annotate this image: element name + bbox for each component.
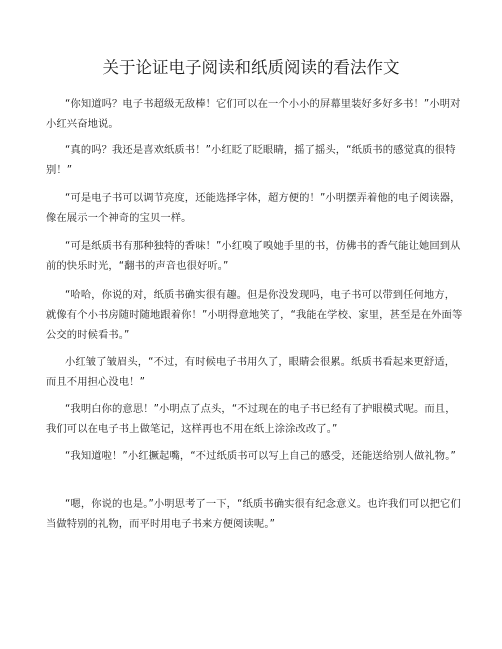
paragraph-1: “你知道吗？电子书超级无敌棒！它们可以在一个小小的屏幕里装好多好多书！”小明对小红兴奋地说。 [46, 98, 461, 130]
paragraph-6: 小红皱了皱眉头，“不过，有时候电子书用久了，眼睛会很累。纸质书看起来更舒适，而且不用担心没电！” [46, 356, 456, 388]
paragraph-4: “可是纸质书有那种独特的香味！”小红嗅了嗅她手里的书，仿佛书的香气能让她回到从前的快乐时光，“翻书的声音也很好听。” [46, 240, 461, 272]
paragraph-2: “真的吗？我还是喜欢纸质书！”小红眨了眨眼睛，摇了摇头，“纸质书的感觉真的很特别！” [46, 144, 456, 176]
paragraph-8: “我知道啦！”小红撅起嘴，“不过纸质书可以写上自己的感受，还能送给别人做礼物。” [65, 450, 456, 462]
paragraph-7: “我明白你的意思！”小明点了点头，“不过现在的电子书已经有了护眼模式呢。而且，我们可以在电子书上做笔记，这样再也不用在纸上涂涂改改了。” [46, 403, 456, 435]
document-title: 关于论证电子阅读和纸质阅读的看法作文 [102, 58, 400, 77]
paragraph-3: “可是电子书可以调节亮度，还能选择字体，超方便的！”小明摆弄着他的电子阅读器，像在展示一个神奇的宝贝一样。 [46, 192, 461, 224]
paragraph-5: “哈哈，你说的对，纸质书确实很有趣。但是你没发现吗，电子书可以带到任何地方，就像有个小书房随时随地跟着你！”小明得意地笑了，“我能在学校、家里，甚至是在外面等公交的时候看书。” [46, 289, 463, 341]
paragraph-9: “嗯，你说的也是。”小明思考了一下，“纸质书确实很有纪念意义。也许我们可以把它们当做特别的礼物，而平时用电子书来方便阅读呢。” [46, 498, 461, 530]
